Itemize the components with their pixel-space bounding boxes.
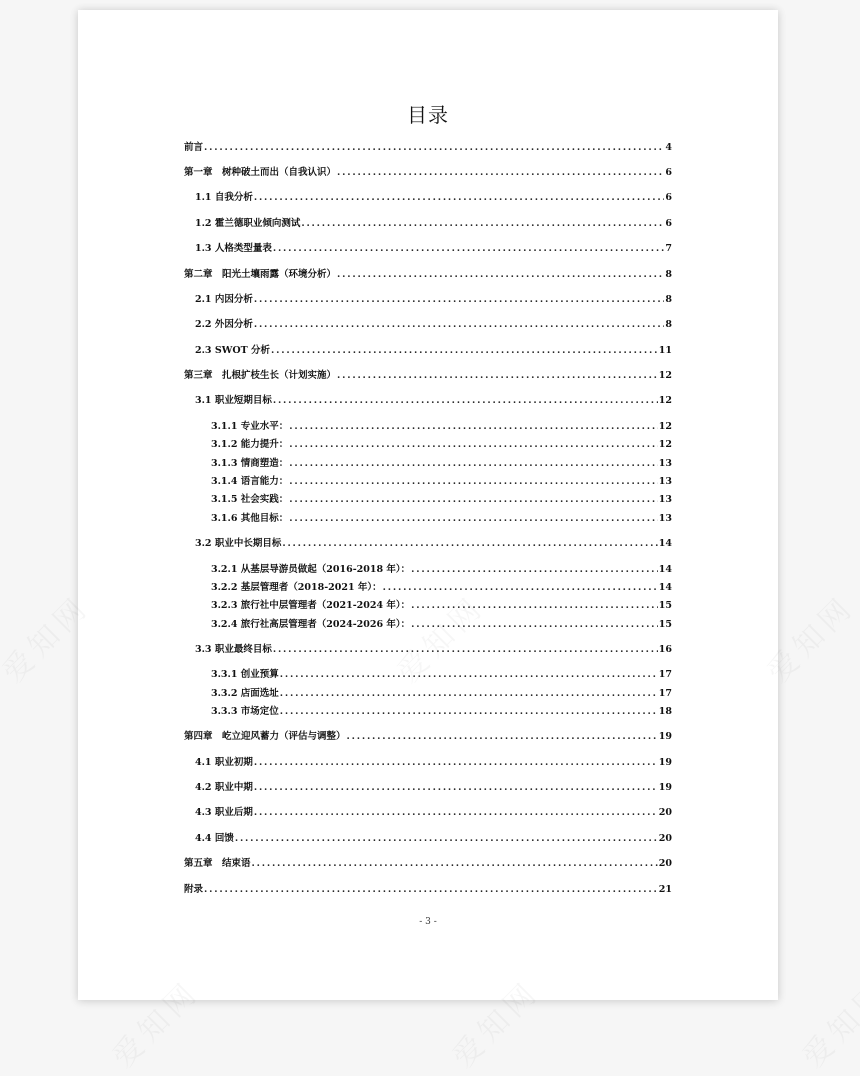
toc-entry-label: 3.1.5 社会实践：: [211, 494, 289, 505]
dot-leader: [252, 857, 658, 871]
toc-entry-page: 7: [665, 243, 672, 254]
toc-entry-page: 13: [658, 458, 672, 469]
dot-leader: [383, 581, 658, 595]
toc-entry[interactable]: [195, 217, 672, 231]
toc-entry-label: 3.3.2 店面选址: [211, 688, 279, 699]
toc-title: 目录: [407, 103, 449, 127]
toc-entry[interactable]: [195, 242, 672, 256]
dot-leader: [289, 493, 658, 507]
toc-entry-label: 2.2 外因分析: [195, 319, 253, 330]
toc-entry[interactable]: [184, 166, 672, 180]
toc-entry[interactable]: [184, 857, 672, 871]
toc-entry-label: 2.1 内因分析: [195, 294, 253, 305]
toc-entry[interactable]: [184, 141, 672, 155]
dot-leader: [301, 217, 664, 231]
toc-entry[interactable]: [211, 420, 672, 434]
toc-entry-page: 16: [658, 644, 672, 655]
toc-entry[interactable]: [195, 781, 672, 795]
toc-entry-label: 第二章 阳光土壤雨露（环境分析）: [184, 269, 337, 280]
toc-entry-label: 2.3 SWOT 分析: [195, 345, 271, 356]
toc-entry-page: 17: [658, 688, 672, 699]
toc-entry-page: 12: [658, 439, 672, 450]
toc-entry-label: 3.1.2 能力提升：: [211, 439, 289, 450]
toc-entry-page: 19: [658, 731, 672, 742]
dot-leader: [289, 475, 658, 489]
toc-entry-label: 第一章 树种破土而出（自我认识）: [184, 167, 337, 178]
dot-leader: [282, 537, 657, 551]
toc-entry-page: 8: [665, 269, 672, 280]
toc-entry[interactable]: [195, 756, 672, 770]
dot-leader: [347, 730, 658, 744]
toc-entry-page: 6: [665, 218, 672, 229]
toc-entry-label: 3.2.4 旅行社高层管理者（2024-2026 年）：: [211, 619, 411, 630]
document-page: [78, 10, 778, 1000]
toc-entry[interactable]: [184, 369, 672, 383]
toc-entry-label: 1.2 霍兰德职业倾向测试: [195, 218, 301, 229]
dot-leader: [280, 687, 658, 701]
toc-entry-page: 14: [658, 538, 672, 549]
toc-entry-label: 第三章 扎根扩枝生长（计划实施）: [184, 370, 337, 381]
toc-entry[interactable]: [211, 599, 672, 613]
toc-entry-page: 13: [658, 476, 672, 487]
toc-entry[interactable]: [195, 806, 672, 820]
toc-entry-label: 3.3 职业最终目标: [195, 644, 272, 655]
toc-entry-label: 3.1.3 情商塑造：: [211, 458, 289, 469]
toc-entry-page: 15: [658, 600, 672, 611]
toc-entry-page: 13: [658, 494, 672, 505]
toc-entry-label: 附录: [184, 884, 204, 895]
toc-entry-label: 3.3.1 创业预算: [211, 669, 279, 680]
dot-leader: [271, 344, 658, 358]
toc-entry-label: 4.3 职业后期: [195, 807, 253, 818]
dot-leader: [204, 141, 664, 155]
toc-entry-page: 15: [658, 619, 672, 630]
toc-entry-label: 4.2 职业中期: [195, 782, 253, 793]
toc-entry[interactable]: [211, 687, 672, 701]
dot-leader: [280, 705, 658, 719]
dot-leader: [254, 756, 658, 770]
toc-entry-page: 14: [658, 582, 672, 593]
toc-entry[interactable]: [211, 668, 672, 682]
toc-entry-page: 11: [658, 345, 672, 356]
toc-entry-page: 6: [665, 167, 672, 178]
toc-entry-label: 1.1 自我分析: [195, 192, 253, 203]
toc-entry[interactable]: [195, 344, 672, 358]
toc-entry-label: 第五章 结束语: [184, 858, 251, 869]
toc-entry[interactable]: [211, 705, 672, 719]
toc-entry-page: 19: [658, 757, 672, 768]
toc-entry[interactable]: [195, 293, 672, 307]
toc-entry-label: 3.2.3 旅行社中层管理者（2021-2024 年）：: [211, 600, 411, 611]
dot-leader: [273, 394, 658, 408]
toc-entry-page: 20: [658, 833, 672, 844]
dot-leader: [289, 512, 658, 526]
toc-entry[interactable]: [195, 394, 672, 408]
dot-leader: [273, 242, 665, 256]
page-number: - 3 -: [419, 917, 437, 927]
toc-entry-label: 3.1 职业短期目标: [195, 395, 272, 406]
dot-leader: [254, 318, 665, 332]
toc-entry[interactable]: [211, 475, 672, 489]
toc-entry[interactable]: [195, 832, 672, 846]
toc-entry-label: 3.2 职业中长期目标: [195, 538, 282, 549]
dot-leader: [289, 457, 658, 471]
toc-entry-label: 前言: [184, 142, 204, 153]
toc-entry[interactable]: [195, 537, 672, 551]
toc-entry-page: 8: [665, 294, 672, 305]
toc-entry-label: 3.1.1 专业水平：: [211, 421, 289, 432]
toc-entry-page: 18: [658, 706, 672, 717]
toc-entry-page: 12: [658, 370, 672, 381]
toc-entry-page: 20: [658, 807, 672, 818]
toc-entry-label: 3.1.4 语言能力：: [211, 476, 289, 487]
toc-entry-page: 12: [658, 421, 672, 432]
toc-entry-page: 12: [658, 395, 672, 406]
toc-entry-label: 第四章 屹立迎风蓄力（评估与调整）: [184, 731, 346, 742]
toc-entry-label: 3.2.2 基层管理者（2018-2021 年）：: [211, 582, 382, 593]
toc-entry-page: 6: [665, 192, 672, 203]
toc-entry-label: 4.4 回馈: [195, 833, 234, 844]
dot-leader: [411, 599, 658, 613]
toc-entry[interactable]: [211, 457, 672, 471]
toc-entry[interactable]: [211, 512, 672, 526]
dot-leader: [411, 618, 658, 632]
dot-leader: [254, 191, 665, 205]
toc-entry[interactable]: [184, 730, 672, 744]
toc-entry[interactable]: [184, 268, 672, 282]
watermark: [790, 968, 860, 1075]
toc-entry-page: 17: [658, 669, 672, 680]
dot-leader: [337, 369, 658, 383]
toc-entry[interactable]: [211, 581, 672, 595]
dot-leader: [280, 668, 658, 682]
toc-entry[interactable]: [211, 563, 672, 577]
toc-entry[interactable]: [195, 643, 672, 657]
dot-leader: [254, 806, 658, 820]
dot-leader: [411, 563, 658, 577]
toc-entry-label: 3.2.1 从基层导游员做起（2016-2018 年）：: [211, 564, 411, 575]
dot-leader: [289, 438, 658, 452]
dot-leader: [254, 293, 665, 307]
dot-leader: [273, 643, 658, 657]
toc-entry-page: 8: [665, 319, 672, 330]
toc-entry-label: 1.3 人格类型量表: [195, 243, 272, 254]
toc-entry-page: 14: [658, 564, 672, 575]
toc-entry-page: 21: [658, 884, 672, 895]
dot-leader: [235, 832, 658, 846]
toc-entry-label: 3.1.6 其他目标：: [211, 513, 289, 524]
toc-entry-page: 4: [665, 142, 672, 153]
dot-leader: [254, 781, 658, 795]
toc-entry[interactable]: [195, 191, 672, 205]
dot-leader: [337, 268, 664, 282]
toc-entry-label: 4.1 职业初期: [195, 757, 253, 768]
toc-entry-page: 19: [658, 782, 672, 793]
toc-entry-page: 20: [658, 858, 672, 869]
toc-entry[interactable]: [211, 493, 672, 507]
dot-leader: [337, 166, 664, 180]
toc-entry-label: 3.3.3 市场定位: [211, 706, 279, 717]
dot-leader: [204, 883, 658, 897]
toc-entry-page: 13: [658, 513, 672, 524]
toc-entry[interactable]: [211, 618, 672, 632]
toc-entry[interactable]: [211, 438, 672, 452]
toc-entry[interactable]: [195, 318, 672, 332]
toc-entry[interactable]: [184, 883, 672, 897]
dot-leader: [289, 420, 658, 434]
